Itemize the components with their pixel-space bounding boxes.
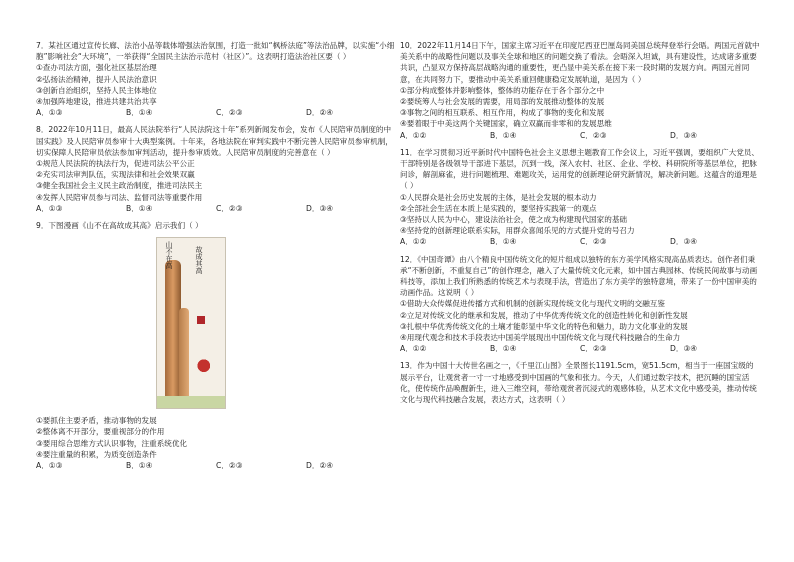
statement: ④坚持党的创新理论联系实际，用群众喜闻乐见的方式提升党的号召力 [400,226,635,236]
question-7 [36,40,396,118]
statement: ②要统筹人与社会发展的需要，用局部的发展推动整体的发展 [400,97,605,107]
choice-c: C．②③ [580,130,607,140]
choice-d: D．③④ [670,130,698,140]
statement: ②充实司法审判队伍，实现法律和社会效果双赢 [36,170,195,180]
statement: ④发挥人民陪审员参与司法、监督司法等重要作用 [36,192,203,202]
choice-c: C．②③ [216,461,243,471]
statement: ④加强阵地建设，推进共建共治共享 [36,97,157,107]
choice-c: C．②③ [216,203,243,213]
choice-a: A．①③ [36,461,63,471]
statement: ④要注重量的积累，为质变创造条件 [36,449,157,459]
painting-rock [179,308,189,400]
statement: ②全部社会生活在本质上是实践的，要坚持实践第一的观点 [400,203,597,213]
question-12 [400,254,760,355]
statement: ①借助大众传媒促进传播方式和机制的创新实现传统文化与现代文明的交融互鉴 [400,299,665,309]
statement: ③要用综合思维方式认识事物，注重系统优化 [36,438,188,448]
choice-c: C．②③ [580,344,607,354]
choice-d: D．②④ [306,461,334,471]
answer-choices [36,460,396,471]
choice-b: B．①④ [490,344,517,354]
choice-b: B．①④ [126,203,153,213]
statement: ③事物之间的相互联系、相互作用，构成了事物的变化和发展 [400,108,605,118]
question-stem: 7．某社区通过宣传长廊、法治小品等载体增强法治氛围，打造一批如“枫桥法庭”等法治品牌，以实施“小细胞”影响社会“大环境”，一举获得“全国民主法治示范村（社区）”。这表明打造法治社区要（ ） [36,41,395,62]
statement: ③扎根中华优秀传统文化的土壤才能彰显中华文化的特色和魅力，助力文化事业的发展 [400,321,688,331]
statement: ①查办司法方面，强化社区基层治理 [36,63,157,73]
painting-seal [197,316,205,324]
statement: ④要着眼于中美这两个关键国家，确立双赢而非零和的发展思维 [400,119,612,129]
choice-d: D．③④ [670,344,698,354]
choice-a: A．①② [400,237,427,247]
question-10 [400,40,760,141]
choice-a: A．①② [400,130,427,140]
choice-c: C．②③ [580,237,607,247]
choice-b: B．①④ [126,108,153,118]
question-13 [400,360,760,405]
question-stem: 10．2022年11月14日下午，国家主席习近平在印度尼西亚巴厘岛同美国总统拜登举行会晤。两国元首就中美关系中的战略性问题以及事关全球和地区的问题交换了看法。会晤深入坦诚，具有建设性，达成诸多重要共识，凸显双方保持高层战略沟通的重要性，更凸显中美关系在接下来一段时期的发展方向。两国元首同意，在共同努力下，要推动中美关系重回健康稳定发展轨道，是因为（ ） [400,41,760,84]
statement: ①要抓住主要矛盾，推动事物的发展 [36,416,157,426]
painting-figure [193,358,211,380]
painting-calligraphy: 山不在高 [165,241,173,270]
question-stem: 11．在学习贯彻习近平新时代中国特色社会主义思想主题教育工作会议上，习近平强调，要组织广大党员、干部特别是各级领导干部进下基层，沉到一线，深入农村、社区、企业、学校、科研院所等基层单位，把脉问诊，解剖麻雀，进行问题梳理、难题攻关，运用党的创新理论研究新情况，解决新问题。这蕴含的道理是（ ） [400,147,759,191]
statement: ③坚持以人民为中心，建设法治社会，使之成为构建现代国家的基础 [400,215,628,225]
question-stem: 12．《中国奇谭》由八个精良中国传统文化的短片组成以独特的东方美学风格实现高品质表达。创作者们秉承“不断创新，不重复自己”的创作理念，融入了大量传统文化元素，如中国古典园林、传统民间故事与动画科技等，添加上我们所熟悉的传统艺术与表现手法，营造出了东方美学的独特意境，带来了一份中国审美的动画作品。这说明（ ） [400,254,758,298]
statement: ②立足对传统文化的继承和发展，推动了中华优秀传统文化的创造性转化和创新性发展 [400,310,688,320]
statement: ①人民群众是社会历史发展的主体，是社会发展的根本动力 [400,192,597,202]
choice-d: D．③④ [670,237,698,247]
choice-b: B．①④ [490,130,517,140]
statement: ①规范人民法院的执法行为，促进司法公平公正 [36,159,195,169]
painting-ground [157,396,225,408]
choice-a: A．①② [400,344,427,354]
ink-painting-illustration [156,237,226,409]
question-11 [400,147,760,248]
answer-choices [400,130,760,141]
choice-a: A．①③ [36,108,63,118]
question-stem: 9．下图漫画《山不在高故成其高》启示我们（ ） [36,221,203,231]
question-9 [36,220,396,471]
choice-c: C．②③ [216,108,243,118]
answer-choices [36,203,396,214]
choice-b: B．①④ [490,237,517,247]
choice-d: D．②④ [306,108,334,118]
answer-choices [36,107,396,118]
statement: ①部分构成整体并影响整体，整体的功能存在于各个部分之中 [400,85,605,95]
right-column [400,40,760,405]
question-stem: 13．作为中国十大传世名画之一，《千里江山图》全景图长1191.5cm，宽51.5cm，相当于一座国宝级的展示平台，让观赏者一寸一寸地感受到中国画的气象和张力。今天，人们通过数字技术，把沉睡的国宝活化，使传统作品唤醒新生，进入三维空间，带给观赏者沉浸式的观感体验，从艺术文化中感受美，推动传统文化与现代科技融合发展，表达方式，这表明（ ） [400,361,757,405]
choice-d: D．③④ [306,203,334,213]
statement: ②弘扬法治精神，提升人民法治意识 [36,74,157,84]
question-stem: 8．2022年10月11日，最高人民法院举行“人民法院这十年”系列新闻发布会，发布《人民陪审员制度的中国实践》及人民陪审员参审十大典型案例。十年来，各地法院在审判实践中不断完善人民陪审员参审机制，切实保障人民陪审员依法参加审判活动，提升参审质效。人民陪审员制度的完善意在（ ） [36,125,393,157]
question-8 [36,124,396,214]
answer-choices [400,343,760,354]
statement: ④用现代观念和技术手段表达中国美学展现出中国传统文化与现代科技融合的生命力 [400,333,681,343]
statement: ③健全我国社会主义民主政治制度，推进司法民主 [36,181,203,191]
choice-a: A．①③ [36,203,63,213]
answer-choices [400,236,760,247]
painting-calligraphy: 故成其高 [195,246,203,275]
left-column [36,40,396,477]
statement: ③创新自治组织，坚持人民主体地位 [36,85,157,95]
statement: ②整体离不开部分，要重视部分的作用 [36,427,165,437]
choice-b: B．①④ [126,461,153,471]
